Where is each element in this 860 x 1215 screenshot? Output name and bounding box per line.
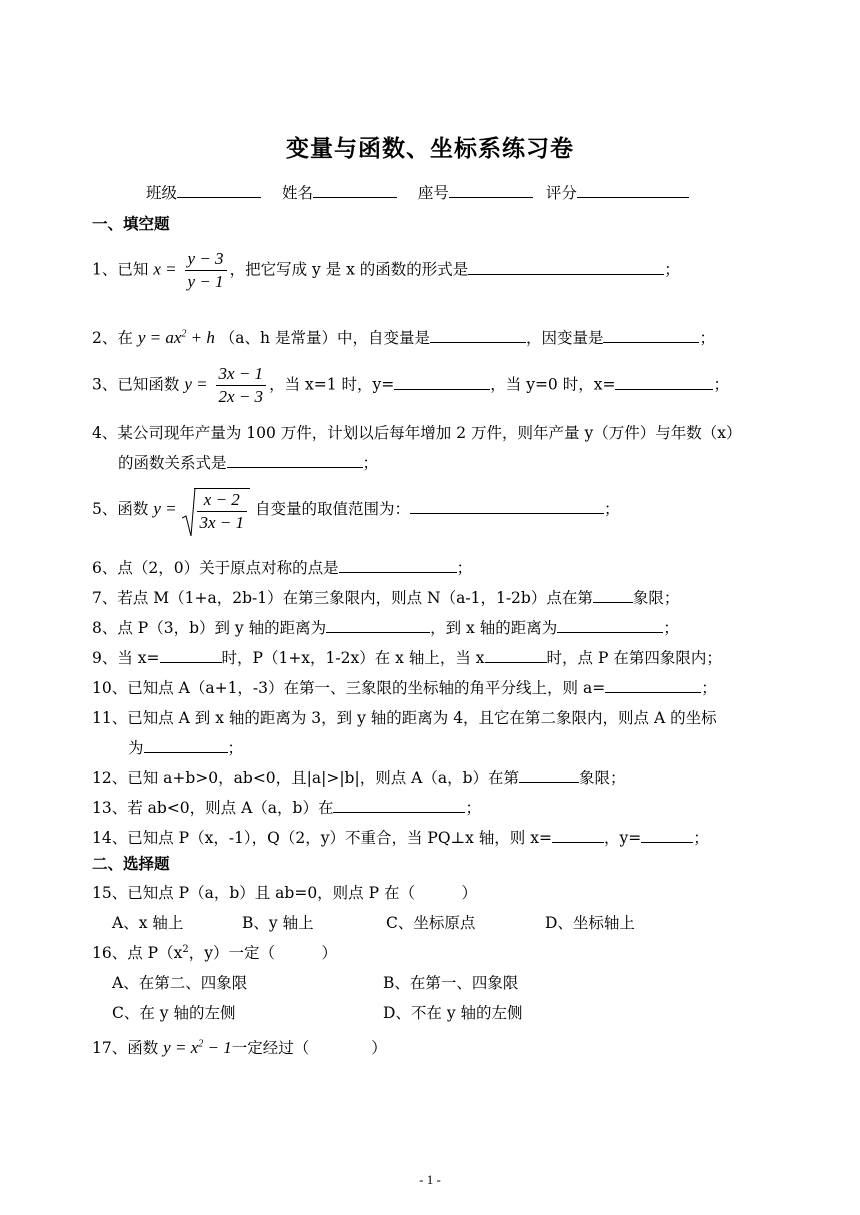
page-number: - 1 -	[419, 1172, 441, 1187]
q2-formula-a: y = ax	[137, 328, 182, 347]
q14-blank-2[interactable]	[641, 828, 693, 843]
q15-option-d[interactable]: D、坐标轴上	[545, 914, 635, 932]
q17-formula-b: − 1	[203, 1038, 232, 1057]
q5-text: 自变量的取值范围为：	[255, 500, 411, 518]
q3-numerator: 3x − 1	[216, 363, 267, 386]
question-17	[92, 1036, 387, 1058]
class-blank[interactable]	[177, 183, 261, 198]
q9-blank-1[interactable]	[160, 648, 222, 663]
q7-text: 7、若点 M（1+a，2b-1）在第三象限内，则点 N（a-1，1-2b）点在第	[92, 589, 593, 607]
q1-text: ，把它写成 y 是 x 的函数的形式是	[229, 260, 469, 279]
question-4-line2	[118, 451, 378, 473]
question-1	[92, 248, 680, 293]
question-2	[92, 326, 715, 348]
question-4: 4、某公司现年产量为 100 万件，计划以后每年增加 2 万件，则年产量 y（万件）与年数（x）	[92, 424, 742, 442]
q16-option-b[interactable]: B、在第一、四象限	[383, 974, 519, 992]
q16-option-c[interactable]: C、在 y 轴的左侧	[112, 1004, 236, 1022]
question-11-line2	[128, 736, 243, 758]
q13-blank[interactable]	[333, 798, 465, 813]
q3-text: ，当 x=1 时，y=	[269, 375, 395, 394]
q16-sup: 2	[182, 943, 189, 955]
section-fill-in: 一、填空题	[92, 215, 170, 233]
q10-blank[interactable]	[605, 678, 701, 693]
q5-end: ；	[604, 500, 620, 518]
q3-end: ；	[713, 375, 729, 394]
q5-denominator: 3x − 1	[199, 513, 245, 532]
seat-label: 座号	[417, 184, 449, 202]
question-3	[92, 363, 729, 408]
question-11: 11、已知点 A 到 x 轴的距离为 3，到 y 轴的距离为 4，且它在第二象限内，则点 A 的坐标	[92, 709, 717, 727]
question-13	[92, 796, 481, 818]
q15-option-b[interactable]: B、y 轴上	[242, 914, 314, 932]
question-5	[92, 486, 620, 534]
q10-end: ；	[701, 679, 717, 697]
class-label: 班级	[146, 184, 178, 202]
q13-text: 13、若 ab<0，则点 A（a，b）在	[92, 799, 334, 817]
question-8	[92, 616, 679, 638]
q14-mid: ，y=	[603, 829, 642, 847]
q4-text: 的函数关系式是	[118, 454, 227, 472]
q14-blank-1[interactable]	[552, 828, 604, 843]
q12-text: 12、已知 a+b>0，ab<0，且|a|>|b|，则点 A（a，b）在第	[92, 769, 519, 787]
question-9	[92, 646, 722, 668]
question-10	[92, 676, 717, 698]
q16-option-a[interactable]: A、在第二、四象限	[112, 974, 248, 992]
q2-text: （a、h 是常量）中，自变量是	[219, 329, 430, 347]
q4-end: ；	[362, 454, 379, 472]
q8-end: ；	[663, 619, 679, 637]
section-choice: 二、选择题	[92, 855, 170, 873]
q17-text: 一定经过（ ）	[231, 1039, 387, 1057]
q1-answer-blank[interactable]	[468, 260, 664, 275]
q2-formula	[138, 328, 215, 347]
q8-text: 8、点 P（3，b）到 y 轴的距离为	[92, 619, 327, 637]
q5-sqrt	[182, 486, 251, 534]
question-15: 15、已知点 P（a，b）且 ab=0，则点 P 在（ ）	[92, 884, 477, 902]
question-16	[92, 941, 337, 963]
q5-y-eq: y =	[153, 499, 177, 518]
sqrt-sign-icon	[182, 486, 196, 538]
score-blank[interactable]	[577, 183, 689, 198]
q15-option-a[interactable]: A、x 轴上	[112, 914, 184, 932]
q8-mid: ，到 x 轴的距离为	[430, 619, 558, 637]
q4-blank[interactable]	[227, 453, 363, 468]
q9-blank-2[interactable]	[485, 648, 547, 663]
q3-mid: ，当 y=0 时，x=	[490, 375, 616, 394]
q3-y-eq: y =	[184, 374, 208, 394]
q1-fraction	[185, 248, 227, 293]
q1-denominator: y − 1	[187, 272, 224, 291]
q6-end: ；	[456, 559, 473, 577]
question-6	[92, 556, 472, 578]
q3-denominator: 2x − 3	[218, 387, 264, 406]
student-info-line	[146, 181, 689, 203]
q12-end: 象限；	[579, 769, 626, 787]
q2-formula-b: + h	[186, 328, 215, 347]
q10-text: 10、已知点 A（a+1，-3）在第一、三象限的坐标轴的角平分线上，则 a=	[92, 679, 606, 697]
question-12	[92, 766, 626, 788]
q2-blank-1[interactable]	[430, 328, 526, 343]
q13-end: ；	[465, 799, 481, 817]
q3-blank-2[interactable]	[615, 375, 713, 390]
q17-formula-a: y = x	[163, 1038, 199, 1057]
q9-end: 时，点 P 在第四象限内；	[546, 649, 722, 667]
q16-option-d[interactable]: D、不在 y 轴的左侧	[383, 1004, 523, 1022]
q6-text: 6、点（2，0）关于原点对称的点是	[92, 559, 339, 577]
question-14	[92, 826, 709, 848]
q3-fraction	[216, 363, 267, 408]
seat-blank[interactable]	[449, 183, 533, 198]
q15-option-c[interactable]: C、坐标原点	[386, 914, 476, 932]
q9-text: 9、当 x=	[92, 649, 160, 667]
q17-formula	[163, 1038, 232, 1057]
q17-formula-sup: 2	[198, 1038, 204, 1050]
q17-prefix: 17、函数	[92, 1039, 159, 1057]
q7-end: 象限；	[632, 589, 680, 607]
q2-mid: ，因变量是	[525, 329, 604, 347]
name-blank[interactable]	[313, 183, 397, 198]
q14-text: 14、已知点 P（x，-1），Q（2，y）不重合，当 PQ⊥x 轴，则 x=	[92, 829, 552, 847]
q16-text: ，y）一定（ ）	[188, 944, 337, 962]
q2-formula-sup: 2	[181, 328, 187, 340]
question-7	[92, 586, 679, 608]
q3-blank-1[interactable]	[394, 375, 490, 390]
q12-blank[interactable]	[519, 768, 579, 783]
q8-blank-1[interactable]	[326, 618, 430, 633]
q11-end: ；	[227, 739, 244, 757]
q1-x-eq: x =	[153, 259, 177, 279]
q1-prefix: 1、已知	[92, 260, 149, 279]
q5-blank[interactable]	[410, 499, 604, 514]
q6-blank[interactable]	[339, 558, 457, 573]
q5-fraction	[197, 489, 248, 534]
name-label: 姓名	[281, 184, 313, 202]
q1-numerator: y − 3	[185, 248, 227, 271]
q5-numerator: x − 2	[197, 489, 248, 512]
q7-blank[interactable]	[593, 588, 633, 603]
score-label: 评分	[545, 184, 577, 202]
q1-end: ；	[664, 260, 680, 279]
q2-blank-2[interactable]	[603, 328, 699, 343]
q2-end: ；	[699, 329, 715, 347]
q3-prefix: 3、已知函数	[92, 375, 180, 394]
q9-mid: 时，P（1+x，1-2x）在 x 轴上，当 x	[221, 649, 485, 667]
q2-prefix: 2、在	[92, 329, 133, 347]
q14-end: ；	[693, 829, 709, 847]
q16-prefix: 16、点 P（x	[92, 944, 183, 962]
page-title: 变量与函数、坐标系练习卷	[286, 136, 574, 162]
q11-blank[interactable]	[144, 738, 228, 753]
q11-text: 为	[128, 739, 144, 757]
q8-blank-2[interactable]	[557, 618, 663, 633]
q5-prefix: 5、函数	[92, 500, 149, 518]
